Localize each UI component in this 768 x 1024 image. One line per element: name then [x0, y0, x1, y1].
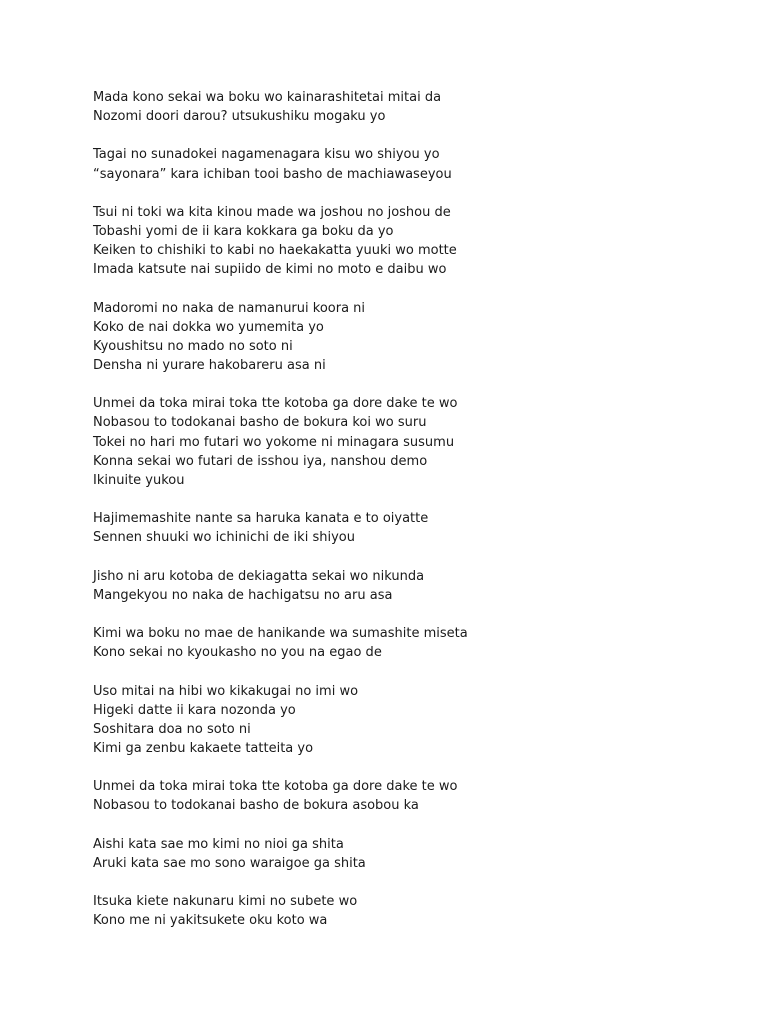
- lyric-line: Imada katsute nai supiido de kimi no moto e daibu wo: [93, 262, 447, 278]
- lyric-line: Densha ni yurare hakobareru asa ni: [93, 357, 326, 373]
- lyric-line: Higeki datte ii kara nozonda yo: [93, 702, 296, 718]
- lyric-line: Kono sekai no kyoukasho no you na egao de: [93, 645, 382, 661]
- lyric-line: Nozomi doori darou? utsukushiku mogaku yo: [93, 109, 386, 125]
- stanza-9: [93, 682, 733, 758]
- lyric-line: Hajimemashite nante sa haruka kanata e to oiyatte: [93, 511, 429, 527]
- stanza-1: [93, 88, 733, 126]
- lyric-line: Kyoushitsu no mado no soto ni: [93, 338, 293, 354]
- stanza-11: [93, 835, 733, 873]
- lyric-line: Tagai no sunadokei nagamenagara kisu wo shiyou yo: [93, 147, 440, 163]
- lyric-line: Unmei da toka mirai toka tte kotoba ga dore dake te wo: [93, 779, 458, 795]
- lyric-line: Tsui ni toki wa kita kinou made wa joshou no joshou de: [93, 204, 451, 220]
- stanza-8: [93, 624, 733, 662]
- lyrics-text: [93, 88, 733, 950]
- lyric-line: Ikinuite yukou: [93, 472, 185, 488]
- stanza-12: [93, 892, 733, 930]
- lyric-line: Mangekyou no naka de hachigatsu no aru asa: [93, 587, 393, 603]
- lyric-line: Jisho ni aru kotoba de dekiagatta sekai wo nikunda: [93, 568, 425, 584]
- stanza-10: [93, 777, 733, 815]
- stanza-4: [93, 299, 733, 375]
- stanza-3: [93, 203, 733, 279]
- lyric-line: Soshitara doa no soto ni: [93, 721, 251, 737]
- lyric-line: Kimi wa boku no mae de hanikande wa sumashite miseta: [93, 626, 468, 642]
- stanza-6: [93, 509, 733, 547]
- lyric-line: Unmei da toka mirai toka tte kotoba ga dore dake te wo: [93, 396, 458, 412]
- lyric-line: Uso mitai na hibi wo kikakugai no imi wo: [93, 683, 359, 699]
- lyric-line: Aishi kata sae mo kimi no nioi ga shita: [93, 836, 344, 852]
- lyric-line: Kimi ga zenbu kakaete tatteita yo: [93, 740, 314, 756]
- lyric-line: Sennen shuuki wo ichinichi de iki shiyou: [93, 530, 355, 546]
- lyric-line: Mada kono sekai wa boku wo kainarashitetai mitai da: [93, 90, 442, 105]
- stanza-5: [93, 394, 733, 489]
- lyric-line: Koko de nai dokka wo yumemita yo: [93, 319, 324, 335]
- lyric-line: Nobasou to todokanai basho de bokura koi wo suru: [93, 415, 427, 431]
- stanza-2: [93, 145, 733, 183]
- lyric-line: Kono me ni yakitsukete oku koto wa: [93, 913, 328, 929]
- lyric-line: Konna sekai wo futari de isshou iya, nanshou demo: [93, 453, 428, 469]
- lyric-line: Keiken to chishiki to kabi no haekakatta yuuki wo motte: [93, 243, 457, 259]
- lyric-line: “sayonara” kara ichiban tooi basho de machiawaseyou: [93, 166, 452, 182]
- lyric-line: Tobashi yomi de ii kara kokkara ga boku da yo: [93, 224, 394, 240]
- lyric-line: Madoromi no naka de namanurui koora ni: [93, 300, 366, 316]
- lyric-line: Aruki kata sae mo sono waraigoe ga shita: [93, 855, 366, 871]
- stanza-7: [93, 567, 733, 605]
- lyric-line: Tokei no hari mo futari wo yokome ni minagara susumu: [93, 434, 455, 450]
- lyric-line: Nobasou to todokanai basho de bokura asobou ka: [93, 798, 419, 814]
- lyric-line: Itsuka kiete nakunaru kimi no subete wo: [93, 894, 358, 910]
